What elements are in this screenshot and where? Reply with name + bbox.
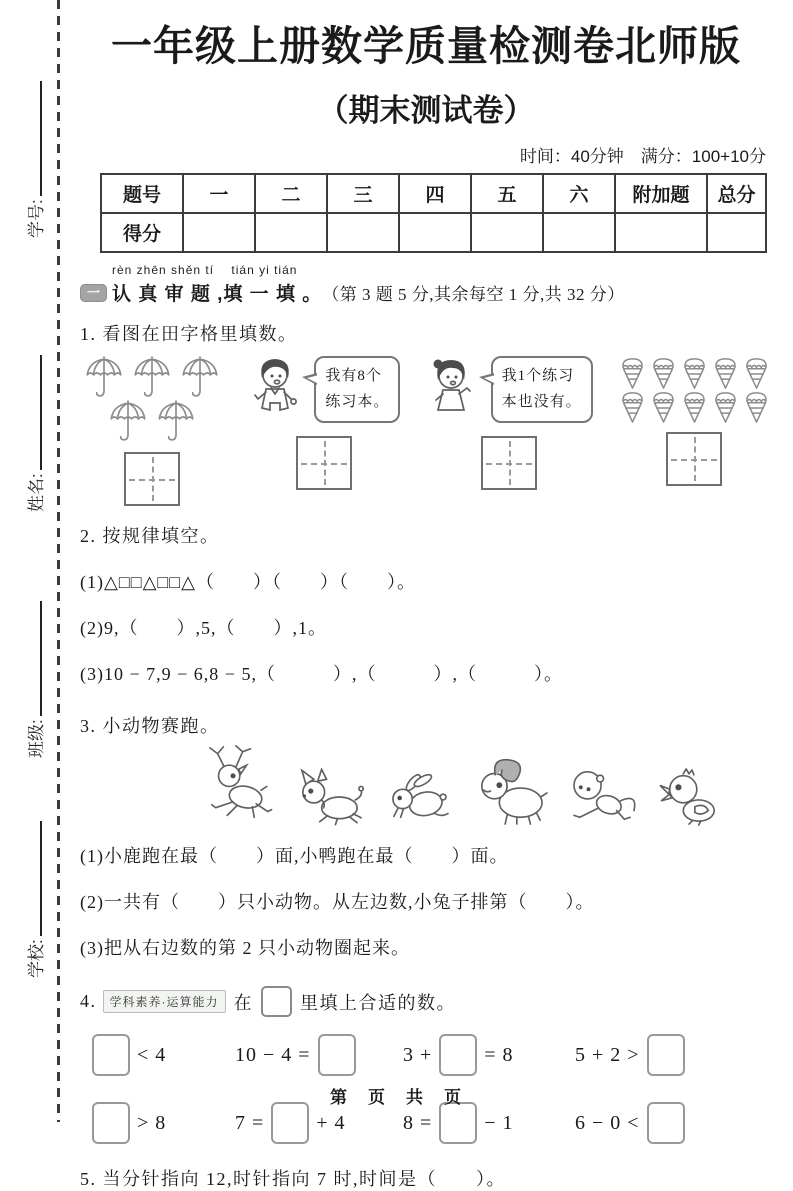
icecream-icon (649, 390, 678, 424)
question-4-text (80, 986, 772, 1017)
umbrella-icon-row (80, 400, 224, 444)
girl-speech-bubble (491, 356, 593, 423)
score-cell[interactable] (615, 213, 707, 252)
icecream-icon-row (617, 356, 772, 390)
field-blank-line[interactable] (26, 601, 42, 716)
cut-line (57, 0, 60, 1122)
equation-answer-box[interactable] (92, 1034, 130, 1076)
score-col-header: 五 (471, 174, 543, 213)
section-one (80, 261, 772, 306)
icecream-icon (680, 390, 709, 424)
time-score-meta: 时间：40分钟 满分：100+10分 (519, 147, 766, 167)
score-col-header: 六 (543, 174, 615, 213)
deer-icon (190, 744, 278, 826)
q3-animals-row (190, 744, 772, 826)
question-1-text: 1. 看图在田字格里填数。 (80, 324, 298, 345)
icecream-icon (618, 356, 647, 390)
boy-icon (248, 356, 300, 428)
icecream-icon (711, 356, 740, 390)
score-table-score-row (101, 213, 766, 252)
equation (85, 1033, 235, 1077)
bubble-line: 我1个练习 (501, 368, 575, 385)
score-col-header: 四 (399, 174, 471, 213)
girl-icon (425, 356, 477, 428)
q1-group-girl (425, 356, 593, 506)
equation (403, 1033, 575, 1077)
equation-answer-box[interactable] (647, 1034, 685, 1076)
score-col-header: 附加题 (615, 174, 707, 213)
equation-answer-box[interactable] (439, 1034, 477, 1076)
equation-text: 5 + 2 > (575, 1043, 640, 1066)
score-col-header: 总分 (707, 174, 766, 213)
umbrella-icon (81, 356, 127, 400)
icecream-icon (711, 390, 740, 424)
dog-icon (294, 768, 368, 826)
equation-answer-box[interactable] (271, 1102, 309, 1144)
bubble-line: 练习本。 (325, 394, 390, 411)
score-cell[interactable] (255, 213, 327, 252)
field-label: 班级: (27, 719, 46, 758)
score-col-header: 一 (183, 174, 255, 213)
equation-answer-box[interactable] (647, 1102, 685, 1144)
section-title: 认 真 审 题 ,填 一 填 。 (112, 284, 323, 306)
question-2-text: 2. 按规律填空。 (80, 526, 220, 547)
section-pinyin: rèn zhēn shěn tí tián yi tián (112, 263, 298, 278)
tianzige-answer-box[interactable] (124, 452, 180, 506)
q1-group-boy (248, 356, 400, 506)
score-col-header: 三 (327, 174, 399, 213)
field-label: 姓名: (27, 473, 46, 512)
tianzige-answer-box[interactable] (666, 432, 722, 486)
q3-line-3: (3)把从右边数的第 2 只小动物圈起来。 (80, 938, 410, 959)
equation-answer-box[interactable] (92, 1102, 130, 1144)
q4-inline-answer-box[interactable] (261, 986, 292, 1017)
question-5-text: 5. 当分针指向 12,时针指向 7 时,时间是（ ）。 (80, 1169, 506, 1190)
umbrella-icon-row (80, 356, 224, 400)
equation-answer-box[interactable] (439, 1102, 477, 1144)
score-cell[interactable] (707, 213, 766, 252)
icecream-icon (742, 356, 771, 390)
equation-text: = 8 (484, 1043, 514, 1066)
question-3-text: 3. 小动物赛跑。 (80, 716, 220, 737)
score-table (100, 173, 767, 253)
umbrella-icon (153, 400, 199, 444)
equation-answer-box[interactable] (318, 1034, 356, 1076)
score-table-header-row (101, 174, 766, 213)
q1-figures (80, 356, 772, 506)
page-subtitle: （期末测试卷） (317, 93, 535, 129)
q4-lead-pre: 在 (233, 992, 253, 1013)
rabbit-icon (384, 770, 454, 826)
page-footer: 第 页 共 页 (330, 1088, 463, 1107)
q4-number: 4. (80, 991, 97, 1012)
field-blank-line[interactable] (26, 355, 42, 470)
equation-text: < 4 (137, 1043, 167, 1066)
equation-text: 6 − 0 < (575, 1111, 640, 1134)
score-cell[interactable] (543, 213, 615, 252)
equation-text: 8 = (403, 1111, 433, 1134)
sidebar-field-name (22, 355, 47, 512)
bubble-line: 本也没有。 (501, 394, 582, 411)
score-cell[interactable] (399, 213, 471, 252)
q3-line-2: (2)一共有（ ）只小动物。从左边数,小兔子排第（ ）。 (80, 892, 595, 913)
sidebar-field-student-number (22, 81, 47, 238)
equation (235, 1033, 403, 1077)
sidebar-field-school (22, 821, 47, 978)
icecream-icon-row (617, 390, 772, 424)
q1-group-umbrellas (80, 356, 224, 506)
score-col-header: 二 (255, 174, 327, 213)
q4-lead-post: 里填上合适的数。 (300, 992, 456, 1013)
monkey-icon (566, 766, 642, 826)
equation (575, 1033, 772, 1077)
umbrella-icon (129, 356, 175, 400)
score-cell[interactable] (183, 213, 255, 252)
equation-text: > 8 (137, 1111, 167, 1134)
q3-line-1: (1)小鹿跑在最（ ）面,小鸭跑在最（ ）面。 (80, 846, 509, 867)
equation-text: 3 + (403, 1043, 433, 1066)
score-cell[interactable] (327, 213, 399, 252)
score-cell[interactable] (471, 213, 543, 252)
q2-line-3: (3)10 − 7,9 − 6,8 − 5,（ ）,（ ）,（ ）。 (80, 664, 563, 685)
icecream-icon (618, 390, 647, 424)
section-number-icon: 一 (80, 284, 107, 302)
q2-line-1: (1)△□□△□□△（ ）（ ）（ ）。 (80, 572, 417, 593)
umbrella-icon (177, 356, 223, 400)
equation-text: − 1 (484, 1111, 514, 1134)
icecream-icon (649, 356, 678, 390)
field-blank-line[interactable] (26, 81, 42, 196)
field-label: 学号: (27, 199, 46, 238)
score-col-header: 题号 (101, 174, 183, 213)
bubble-line: 我有8个 (325, 368, 382, 385)
equation-text: + 4 (316, 1111, 346, 1134)
section-score-note: （第 3 题 5 分,其余每空 1 分,共 32 分） (322, 285, 625, 305)
score-row-label: 得分 (101, 213, 183, 252)
boy-speech-bubble (314, 356, 400, 423)
q2-line-2: (2)9,（ ）,5,（ ）,1。 (80, 618, 327, 639)
umbrella-icon (105, 400, 151, 444)
tianzige-answer-box[interactable] (296, 436, 352, 490)
sheep-icon (470, 756, 550, 826)
icecream-icon (680, 356, 709, 390)
equation-text: 10 − 4 = (235, 1043, 311, 1066)
equation-text: 7 = (235, 1111, 265, 1134)
sidebar-field-class (22, 601, 47, 758)
q1-group-icecreams (617, 356, 772, 506)
field-blank-line[interactable] (26, 821, 42, 936)
icecream-icon (742, 390, 771, 424)
duck-icon (658, 768, 724, 826)
field-label: 学校: (27, 939, 46, 978)
competency-badge: 学科素养·运算能力 (103, 990, 226, 1013)
tianzige-answer-box[interactable] (481, 436, 537, 490)
page-title: 一年级上册数学质量检测卷北师版 (111, 23, 741, 69)
